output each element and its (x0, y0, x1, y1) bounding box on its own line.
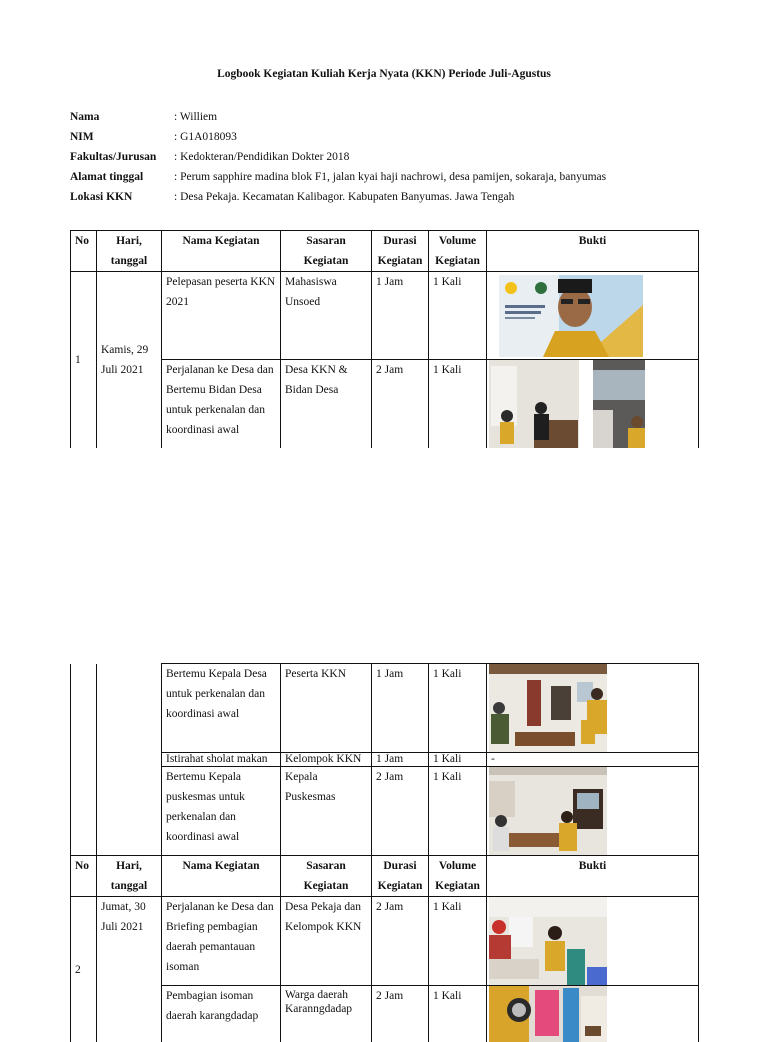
row-target: Kelompok KKN (281, 753, 372, 767)
header-evidence: Bukti (487, 231, 699, 272)
table-row (71, 360, 699, 449)
row-evidence (487, 272, 699, 360)
row-volume: 1 Kali (429, 753, 487, 767)
row-volume: 1 Kali (429, 360, 487, 449)
row-activity: Bertemu Kepala puskesmas untuk perkenalan dan koordinasi awal (162, 767, 281, 856)
header-duration: Durasi Kegiatan (372, 856, 429, 897)
header-day: Hari, tanggal (97, 231, 162, 272)
header-no: No (71, 231, 97, 272)
header-duration: Durasi Kegiatan (372, 231, 429, 272)
table-header-row (71, 231, 699, 272)
table-row (71, 767, 699, 856)
village-head-meeting-photo (489, 664, 698, 752)
info-label: Nama (70, 109, 174, 129)
meeting-and-car-photo (489, 360, 698, 448)
row-target: Warga daerah Karanngdadap (281, 986, 372, 1042)
row-volume: 1 Kali (429, 272, 487, 360)
header-activity: Nama Kegiatan (162, 231, 281, 272)
header-target: Sasaran Kegiatan (281, 231, 372, 272)
table-row (71, 753, 699, 767)
row-no-continued (71, 664, 97, 856)
row-duration: 1 Jam (372, 753, 429, 767)
student-info (70, 109, 606, 209)
info-value: : Kedokteran/Pendidikan Dokter 2018 (174, 149, 349, 169)
header-volume: Volume Kegiatan (429, 856, 487, 897)
info-label: Alamat tinggal (70, 169, 174, 189)
info-row-location (70, 189, 606, 209)
header-evidence: Bukti (487, 856, 699, 897)
zoom-meeting-photo (499, 275, 698, 357)
row-duration: 2 Jam (372, 360, 429, 449)
row-day: Jumat, 30 Juli 2021 (97, 897, 162, 1042)
info-row-faculty (70, 149, 606, 169)
briefing-photo (489, 897, 698, 985)
puskesmas-meeting-photo (489, 767, 698, 855)
row-day: Kamis, 29 Juli 2021 (97, 272, 162, 449)
row-duration: 1 Jam (372, 272, 429, 360)
row-activity: Perjalanan ke Desa dan Briefing pembagian daerah pemantauan isoman (162, 897, 281, 986)
table-row (71, 986, 699, 1042)
row-volume: 1 Kali (429, 767, 487, 856)
row-evidence-text: - (487, 753, 699, 767)
row-evidence (487, 897, 699, 986)
row-target: Peserta KKN (281, 664, 372, 753)
info-value: : Perum sapphire madina blok F1, jalan kyai haji nachrowi, desa pamijen, sokaraja, banyumas (174, 169, 606, 189)
row-no: 2 (71, 897, 97, 1042)
row-evidence (487, 360, 699, 449)
info-value: : G1A018093 (174, 129, 237, 149)
info-row-nim (70, 129, 606, 149)
karangdadap-photo (489, 986, 698, 1042)
row-volume: 1 Kali (429, 986, 487, 1042)
row-target: Desa KKN & Bidan Desa (281, 360, 372, 449)
row-activity: Bertemu Kepala Desa untuk perkenalan dan koordinasi awal (162, 664, 281, 753)
info-label: NIM (70, 129, 174, 149)
row-evidence (487, 767, 699, 856)
row-day-continued (97, 664, 162, 856)
row-activity: Perjalanan ke Desa dan Bertemu Bidan Desa untuk perkenalan dan koordinasi awal (162, 360, 281, 449)
info-row-name (70, 109, 606, 129)
row-no: 1 (71, 272, 97, 449)
logbook-table-page2 (70, 663, 699, 1042)
row-activity: Pelepasan peserta KKN 2021 (162, 272, 281, 360)
info-label: Lokasi KKN (70, 189, 174, 209)
logbook-table-page1 (70, 230, 699, 448)
row-target: Desa Pekaja dan Kelompok KKN (281, 897, 372, 986)
table-row (71, 897, 699, 986)
header-activity: Nama Kegiatan (162, 856, 281, 897)
document-title: Logbook Kegiatan Kuliah Kerja Nyata (KKN) Periode Juli-Agustus (0, 68, 768, 80)
header-volume: Volume Kegiatan (429, 231, 487, 272)
row-evidence (487, 986, 699, 1042)
info-value: : Williem (174, 109, 217, 129)
row-duration: 1 Jam (372, 664, 429, 753)
row-evidence (487, 664, 699, 753)
info-value: : Desa Pekaja. Kecamatan Kalibagor. Kabupaten Banyumas. Jawa Tengah (174, 189, 514, 209)
table-header-row (71, 856, 699, 897)
header-target: Sasaran Kegiatan (281, 856, 372, 897)
info-row-address (70, 169, 606, 189)
row-target: Mahasiswa Unsoed (281, 272, 372, 360)
row-volume: 1 Kali (429, 897, 487, 986)
header-day: Hari, tanggal (97, 856, 162, 897)
row-target: Kepala Puskesmas (281, 767, 372, 856)
row-volume: 1 Kali (429, 664, 487, 753)
info-label: Fakultas/Jurusan (70, 149, 174, 169)
row-duration: 2 Jam (372, 897, 429, 986)
table-row (71, 272, 699, 360)
header-no: No (71, 856, 97, 897)
row-activity: Pembagian isoman daerah karangdadap (162, 986, 281, 1042)
row-duration: 2 Jam (372, 767, 429, 856)
table-row (71, 664, 699, 753)
row-duration: 2 Jam (372, 986, 429, 1042)
row-activity: Istirahat sholat makan (162, 753, 281, 767)
